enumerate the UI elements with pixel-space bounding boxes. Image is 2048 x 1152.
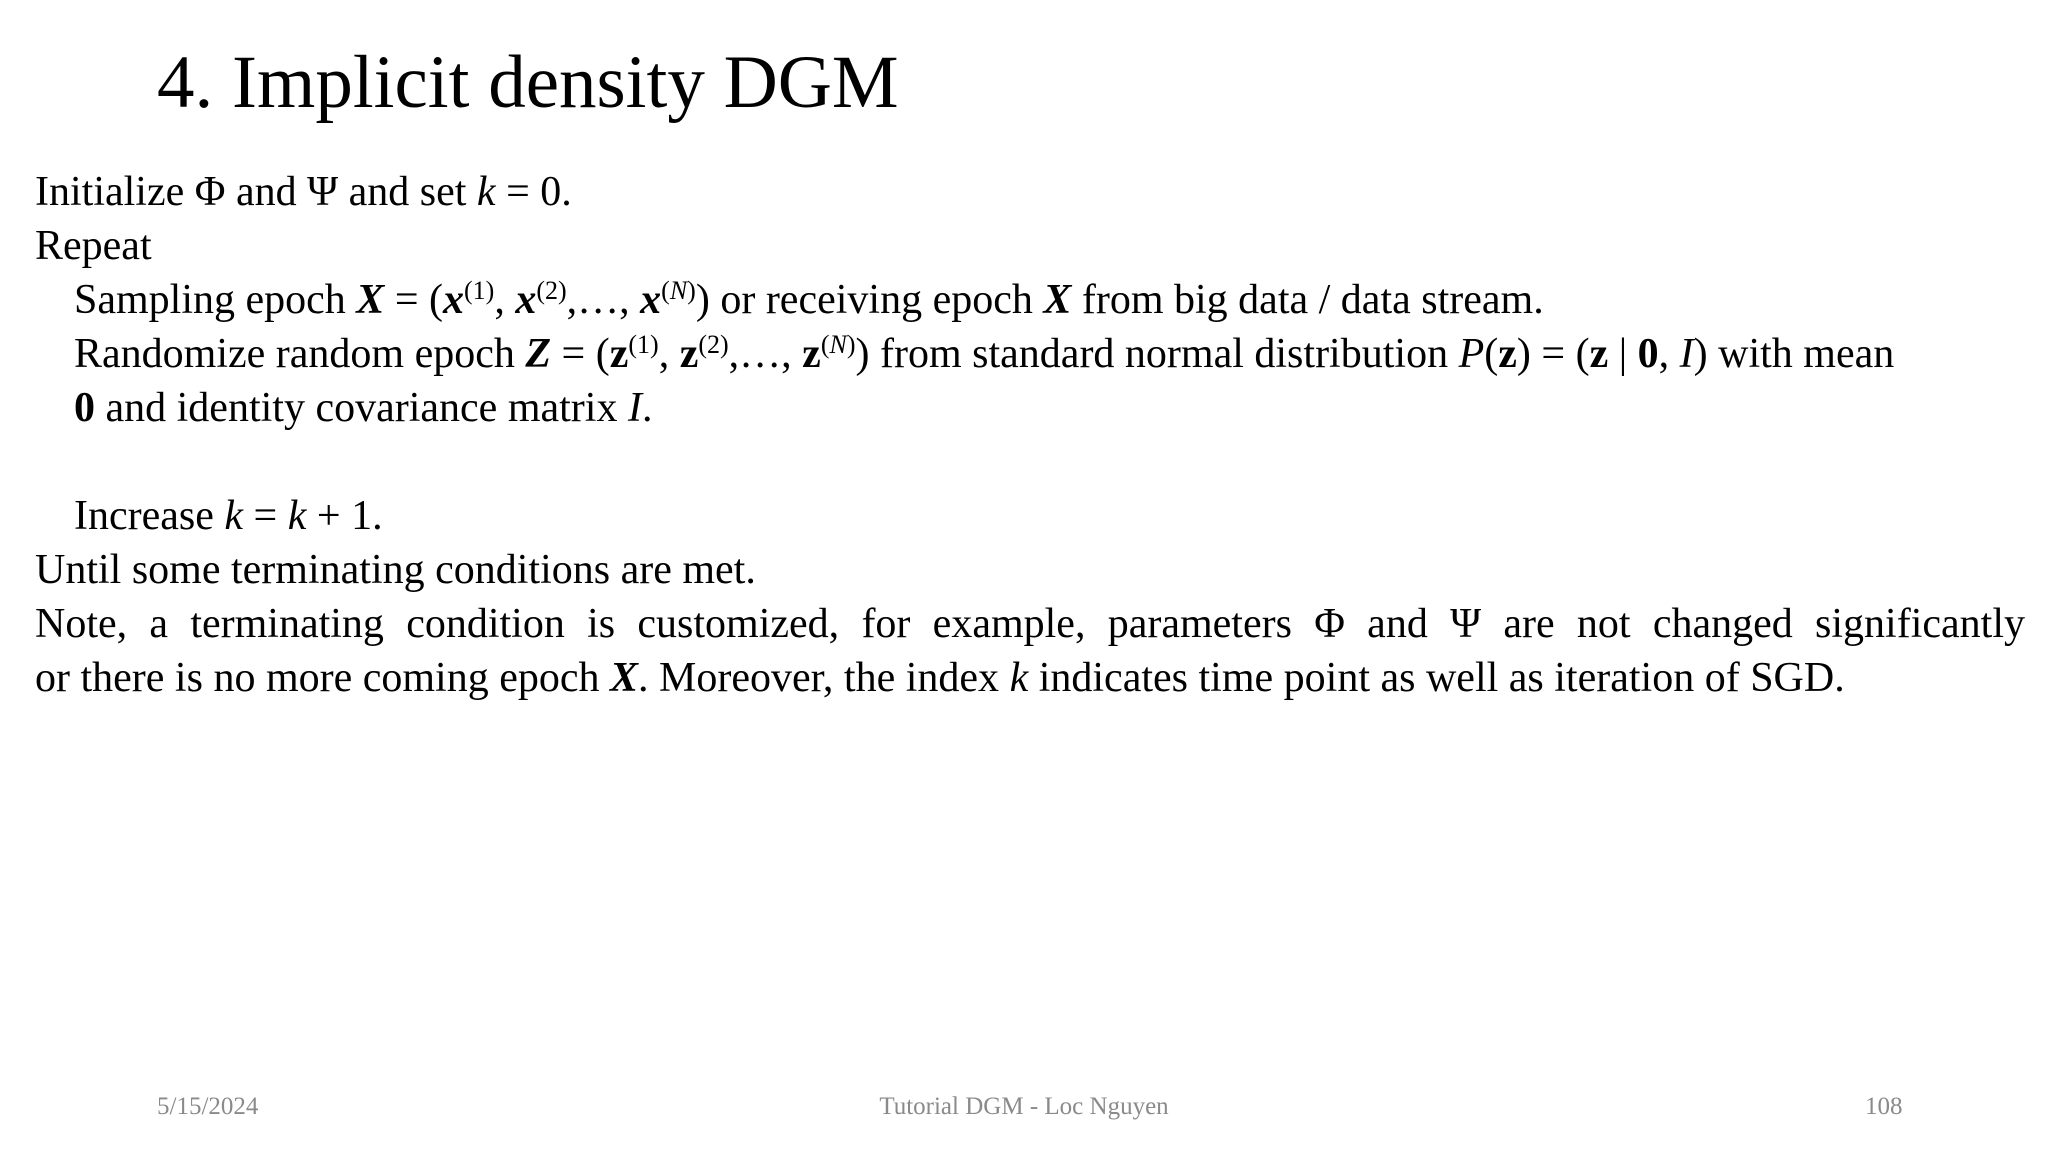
var-k: k (224, 493, 244, 539)
var-x: x (640, 277, 662, 323)
slide-content (35, 165, 2025, 705)
text: ) (846, 330, 856, 359)
text: and (1344, 601, 1451, 647)
text: ( (661, 276, 670, 305)
text: Initialize (35, 169, 195, 215)
psi-symbol: Ψ (307, 169, 339, 215)
footer-date: 5/15/2024 (157, 1093, 259, 1120)
blank-line (35, 435, 2025, 489)
text: Randomize random epoch (74, 331, 526, 377)
var-N: N (669, 276, 688, 305)
var-z: z (1498, 331, 1517, 377)
footer-title: Tutorial DGM - Loc Nguyen (879, 1093, 1169, 1120)
line-randomize-cont (35, 381, 2025, 435)
text: ) with mean (1693, 331, 1895, 377)
text: ( (820, 330, 830, 359)
superscript: (1) (628, 330, 659, 359)
var-X: X (356, 277, 385, 323)
text: ) = ( (1516, 331, 1590, 377)
text: | (1608, 331, 1638, 377)
text: or there is no more coming epoch (35, 655, 610, 701)
var-P: P (1458, 331, 1485, 377)
var-X: X (1043, 277, 1072, 323)
line-sampling (35, 273, 2025, 327)
text: ,…, (566, 277, 641, 323)
line-note-1 (35, 597, 2025, 651)
line-increase (35, 489, 2025, 543)
text: indicates time point as well as iteration of SGD. (1028, 655, 1845, 701)
line-randomize (35, 327, 2025, 381)
var-z: z (802, 331, 821, 377)
var-z: z (1589, 331, 1609, 377)
phi-symbol: Φ (1314, 601, 1345, 647)
var-I: I (1679, 331, 1694, 377)
text: and identity covariance matrix (95, 385, 628, 431)
zero-vector: 0 (1637, 331, 1659, 377)
text: = ( (551, 331, 610, 377)
var-k: k (1009, 655, 1029, 701)
text: ) (687, 276, 696, 305)
text: and set (338, 169, 477, 215)
var-x: x (515, 277, 537, 323)
superscript (821, 330, 856, 359)
superscript: (1) (464, 276, 495, 305)
text: are not changed significantly (1481, 601, 2025, 647)
text: , (1658, 331, 1680, 377)
var-Z: Z (525, 331, 552, 377)
var-z: z (679, 331, 699, 377)
page-number: 108 (1865, 1093, 1903, 1120)
line-initialize (35, 165, 2025, 219)
var-N: N (829, 330, 847, 359)
var-z: z (609, 331, 629, 377)
text: , (494, 277, 516, 323)
text: ( (1484, 331, 1499, 377)
text: Increase (74, 493, 225, 539)
text: = 0. (495, 169, 572, 215)
slide-title: 4. Implicit density DGM (157, 41, 899, 124)
superscript (661, 276, 696, 305)
var-I: I (627, 385, 642, 431)
zero-vector: 0 (74, 385, 95, 431)
line-until: Until some terminating conditions are met. (35, 547, 756, 593)
superscript: (2) (536, 276, 567, 305)
var-x: x (443, 277, 464, 323)
var-X: X (610, 655, 639, 701)
text: ) from standard normal distribution (855, 331, 1459, 377)
var-k: k (287, 493, 307, 539)
text: . Moreover, the index (638, 655, 1010, 701)
text: + 1. (306, 493, 383, 539)
line-note-2 (35, 651, 2025, 705)
line-repeat: Repeat (35, 223, 152, 269)
text: = (243, 493, 288, 539)
psi-symbol: Ψ (1450, 601, 1482, 647)
text: , (658, 331, 680, 377)
text: ) or receiving epoch (695, 277, 1044, 323)
var-k: k (476, 169, 496, 215)
text: and (225, 169, 308, 215)
phi-symbol: Φ (194, 169, 226, 215)
text: Note, a terminating condition is customized, for example, parameters (35, 601, 1315, 647)
text: from big data / data stream. (1071, 277, 1544, 323)
text: Sampling epoch (74, 277, 357, 323)
text: = ( (384, 277, 443, 323)
text: ,…, (728, 331, 803, 377)
text: . (641, 385, 653, 431)
superscript: (2) (698, 330, 729, 359)
